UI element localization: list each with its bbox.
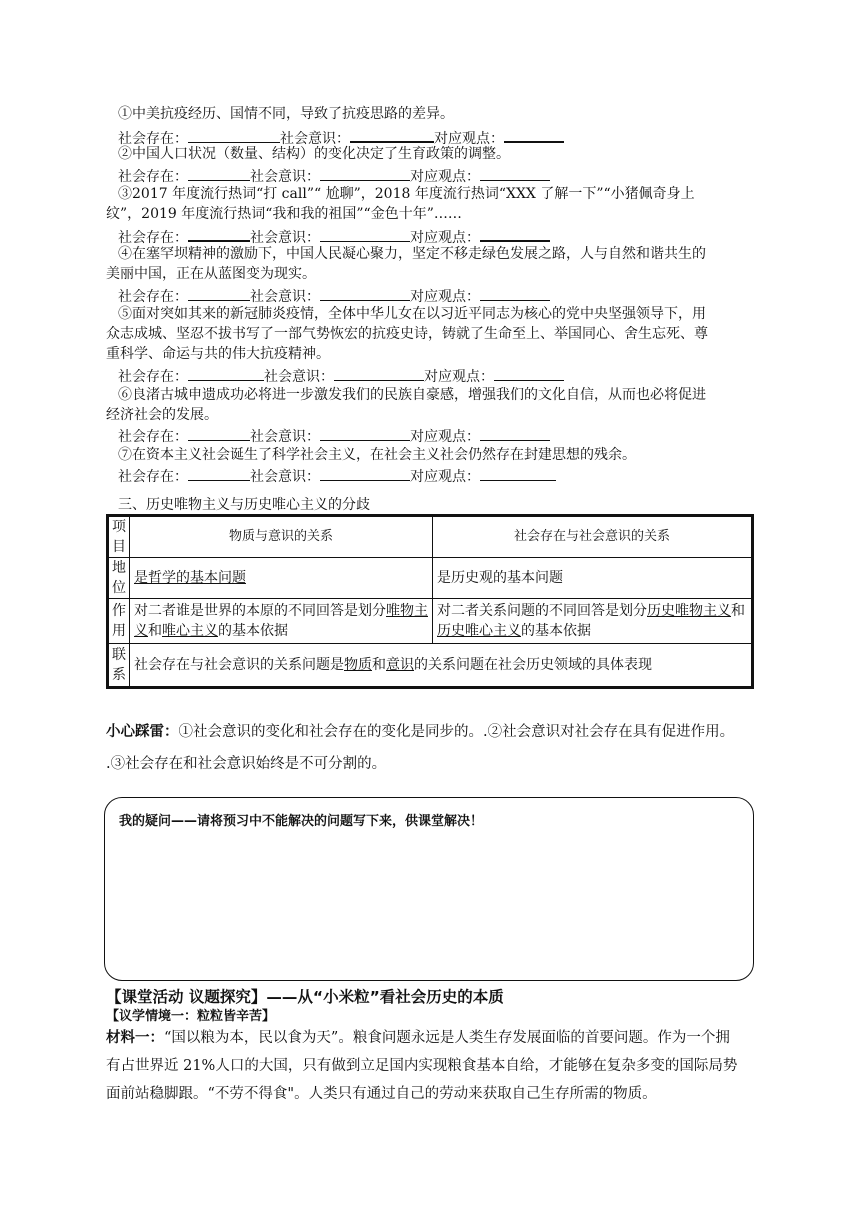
blank[interactable] bbox=[188, 366, 264, 381]
label-viewpoint: 对应观点： bbox=[410, 429, 480, 445]
label-viewpoint: 对应观点： bbox=[410, 230, 480, 246]
blank[interactable] bbox=[320, 286, 410, 301]
label-social-consciousness: 社会意识： bbox=[250, 289, 320, 305]
blank[interactable] bbox=[480, 426, 550, 441]
cell-connection: 社会存在与社会意识的关系问题是物质和意识的关系问题在社会历史领域的具体表现 bbox=[130, 644, 753, 688]
label-viewpoint: 对应观点： bbox=[410, 289, 480, 305]
blank[interactable] bbox=[334, 366, 424, 381]
label-social-existence: 社会存在： bbox=[118, 230, 188, 246]
activity-title: 【课堂活动 议题探究】——从“小米粒”看社会历史的本质 bbox=[106, 988, 504, 1006]
material-1 bbox=[106, 1024, 756, 1108]
table-row bbox=[108, 558, 753, 599]
material-key: 材料一： bbox=[106, 1030, 164, 1046]
blank[interactable] bbox=[188, 128, 280, 143]
caution-line-1: ①社会意识的变化和社会存在的变化是同步的。.②社会意识对社会存在具有促进作用。 bbox=[178, 724, 735, 740]
table-header-row bbox=[108, 516, 753, 558]
header-existence-consciousness: 社会存在与社会意识的关系 bbox=[433, 516, 753, 558]
statement-2: ②中国人口状况（数量、结构）的变化决定了生育政策的调整。 bbox=[118, 146, 510, 162]
blank[interactable] bbox=[320, 227, 410, 242]
blank[interactable] bbox=[504, 127, 564, 143]
label-social-consciousness: 社会意识： bbox=[250, 230, 320, 246]
material-line: 面前站稳脚跟。“不劳不得食"。人类只有通过自己的劳动来获取自己生存所需的物质。 bbox=[106, 1086, 657, 1102]
statement-3b: 纹”，2019 年度流行热词“我和我的祖国”“金色十年”…… bbox=[106, 206, 462, 222]
fill-row-5 bbox=[118, 366, 564, 386]
statement-5b: 众志成城、坚忍不拔书写了一部气势恢宏的抗疫史诗，铸就了生命至上、举国同心、舍生忘死、尊 bbox=[106, 326, 708, 342]
blank[interactable] bbox=[320, 466, 410, 481]
label-viewpoint: 对应观点： bbox=[410, 469, 480, 485]
label-social-consciousness: 社会意识： bbox=[250, 429, 320, 445]
blank[interactable] bbox=[188, 166, 250, 181]
label-social-existence: 社会存在： bbox=[118, 289, 188, 305]
label-social-consciousness: 社会意识： bbox=[250, 169, 320, 185]
cell-function-2: 对二者关系问题的不同回答是划分历史唯物主义和历史唯心主义的基本依据 bbox=[433, 599, 753, 644]
statement-6a: ⑥良渚古城申遗成功必将进一步激发我们的民族自豪感，增强我们的文化自信，从而也必将促进 bbox=[118, 387, 706, 403]
statement-1: ①中美抗疫经历、国情不同，导致了抗疫思路的差异。 bbox=[118, 106, 454, 122]
label-social-existence: 社会存在： bbox=[118, 169, 188, 185]
comparison-table bbox=[106, 514, 754, 689]
label-viewpoint: 对应观点： bbox=[434, 131, 504, 147]
fill-row-6 bbox=[118, 426, 550, 446]
blank[interactable] bbox=[188, 226, 250, 242]
statement-5a: ⑤面对突如其来的新冠肺炎疫情，全体中华儿女在以习近平同志为核心的党中央坚强领导下，用 bbox=[118, 306, 706, 322]
label-viewpoint: 对应观点： bbox=[424, 369, 494, 385]
header-matter-consciousness: 物质与意识的关系 bbox=[130, 516, 433, 558]
table-row bbox=[108, 599, 753, 644]
label-social-consciousness: 社会意识： bbox=[250, 469, 320, 485]
cell-status-2: 是历史观的基本问题 bbox=[433, 558, 753, 599]
blank[interactable] bbox=[480, 466, 556, 481]
label-social-existence: 社会存在： bbox=[118, 429, 188, 445]
statement-3a: ③2017 年度流行热词“打 call”“ 尬聊”，2018 年度流行热词“XXX 了解一下”“小猪佩奇身上 bbox=[118, 186, 695, 202]
doubt-box[interactable] bbox=[104, 797, 754, 981]
caution-line-2: .③社会存在和社会意识始终是不可分割的。 bbox=[106, 756, 387, 772]
label-social-existence: 社会存在： bbox=[118, 131, 188, 147]
fill-row-2 bbox=[118, 166, 550, 186]
header-item: 项目 bbox=[108, 516, 130, 558]
blank[interactable] bbox=[188, 426, 250, 441]
section-3-title: 三、历史唯物主义与历史唯心主义的分歧 bbox=[118, 497, 370, 513]
statement-4a: ④在塞罕坝精神的激励下，中国人民凝心聚力，坚定不移走绿色发展之路，人与自然和谐共生的 bbox=[118, 246, 706, 262]
doubt-box-title: 我的疑问——请将预习中不能解决的问题写下来，供课堂解决！ bbox=[119, 814, 484, 829]
caution bbox=[106, 716, 766, 780]
statement-5c: 重科学、命运与共的伟大抗疫精神。 bbox=[106, 346, 330, 362]
blank[interactable] bbox=[320, 426, 410, 441]
statement-6b: 经济社会的发展。 bbox=[106, 407, 218, 423]
blank[interactable] bbox=[188, 286, 250, 301]
fill-row-4 bbox=[118, 286, 550, 306]
label-social-existence: 社会存在： bbox=[118, 369, 188, 385]
statement-7: ⑦在资本主义社会诞生了科学社会主义，在社会主义社会仍然存在封建思想的残余。 bbox=[118, 447, 636, 463]
blank[interactable] bbox=[480, 226, 550, 242]
fill-row-3 bbox=[118, 226, 550, 247]
row-label-function: 作用 bbox=[108, 599, 130, 644]
label-social-consciousness: 社会意识： bbox=[280, 131, 350, 147]
row-label-status: 地位 bbox=[108, 558, 130, 599]
caution-key: 小心踩雷： bbox=[106, 724, 179, 740]
label-social-consciousness: 社会意识： bbox=[264, 369, 334, 385]
blank[interactable] bbox=[494, 366, 564, 381]
table-row bbox=[108, 644, 753, 688]
material-line: 有占世界近 21%人口的大国，只有做到立足国内实现粮食基本自给，才能够在复杂多变的国际局势 bbox=[106, 1058, 738, 1074]
statement-4b: 美丽中国，正在从蓝图变为现实。 bbox=[106, 266, 316, 282]
label-viewpoint: 对应观点： bbox=[410, 169, 480, 185]
row-label-connection: 联系 bbox=[108, 644, 130, 688]
scene-title: 【议学情境一：粒粒皆辛苦】 bbox=[106, 1009, 276, 1024]
cell-status-1: 是哲学的基本问题 bbox=[130, 558, 433, 599]
fill-row-7 bbox=[118, 466, 556, 486]
material-line: “国以粮为本，民以食为天”。粮食问题永远是人类生存发展面临的首要问题。作为一个拥 bbox=[164, 1030, 730, 1046]
blank[interactable] bbox=[350, 127, 434, 143]
blank[interactable] bbox=[480, 286, 550, 301]
cell-function-1: 对二者谁是世界的本原的不同回答是划分唯物主义和唯心主义的基本依据 bbox=[130, 599, 433, 644]
blank[interactable] bbox=[320, 166, 410, 181]
label-social-existence: 社会存在： bbox=[118, 469, 188, 485]
blank[interactable] bbox=[480, 166, 550, 181]
blank[interactable] bbox=[188, 466, 250, 481]
